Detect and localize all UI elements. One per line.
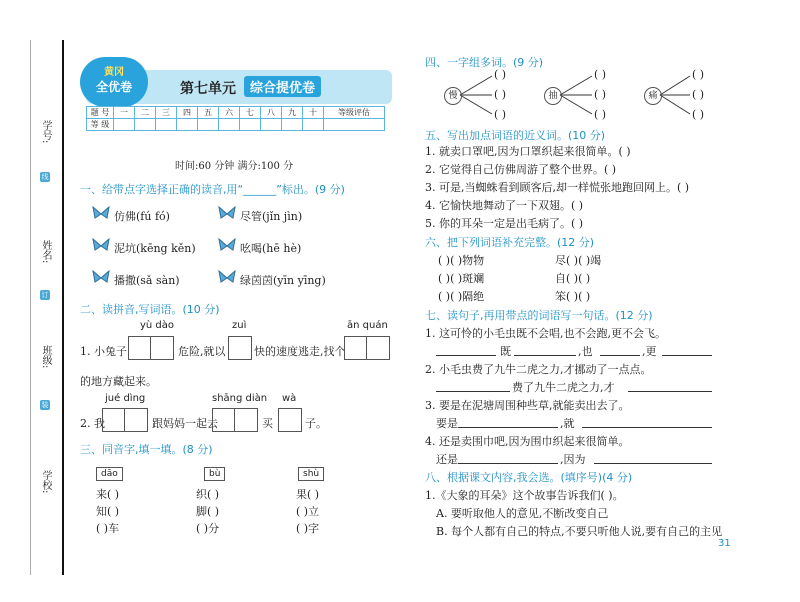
answer-line[interactable] xyxy=(436,391,510,392)
pinyin-tag: shù xyxy=(298,467,324,481)
sentence-text: 2. 我 xyxy=(80,417,105,430)
class-label: 班级: xyxy=(40,345,51,369)
writing-grid[interactable] xyxy=(212,408,258,432)
sentence-text: 既 xyxy=(500,345,511,358)
sentence-text: 的地方藏起来。 xyxy=(80,375,157,388)
butterfly-icon xyxy=(92,238,110,254)
pinyin: ān quán xyxy=(347,320,388,331)
page-number: 31 xyxy=(718,538,731,549)
sentence-text: 快的速度逃走,找个 xyxy=(254,345,346,358)
blank-item: 脚( ) xyxy=(196,505,220,518)
sentence-text: 4. 还是卖围巾吧,因为围巾织起来很简单。 xyxy=(425,435,630,448)
idiom-blank: ( )( )斑斓 xyxy=(438,272,485,285)
section-7-title: 七、读句子,再用带点的词语写一句话。(12 分) xyxy=(425,309,653,322)
section-8-title: 八、根据课文内容,我会选。(填序号)(4 分) xyxy=(425,471,633,484)
score-table: 题 号 一 二 三 四 五 六 七 八 九 十 等级评估 等 级 xyxy=(86,106,385,131)
sentence-text: ,就 xyxy=(560,417,575,430)
idiom-blank: ( )( )隔绝 xyxy=(438,290,485,303)
writing-grid[interactable] xyxy=(102,408,148,432)
writing-grid[interactable] xyxy=(128,336,174,360)
section-3-title: 三、同音字,填一填。(8 分) xyxy=(80,443,213,456)
section-2-title: 二、读拼音,写词语。(10 分) xyxy=(80,303,220,316)
unit-title: 第七单元 xyxy=(180,81,236,97)
question-item: 3. 可是,当蜘蛛看到顾客后,却一样慌张地跑回网上。( ) xyxy=(425,181,690,194)
idiom-blank: 尽( )( )竭 xyxy=(555,254,602,267)
answer-line[interactable] xyxy=(662,355,712,356)
butterfly-icon xyxy=(218,206,236,222)
butterfly-icon xyxy=(92,270,110,286)
option-item: 绿茵茵(yīn yīng) xyxy=(240,274,326,287)
choice-a: A. 要听取他人的意见,不断改变自己 xyxy=(436,507,609,520)
idiom-blank: 笨( )( ) xyxy=(555,290,591,303)
exam-title: 综合提优卷 xyxy=(244,76,321,97)
sentence-text: 子。 xyxy=(305,417,327,430)
butterfly-icon xyxy=(218,238,236,254)
sentence-text: 2. 小毛虫费了九牛二虎之力,才挪动了一点点。 xyxy=(425,363,652,376)
writing-grid[interactable] xyxy=(278,408,302,432)
answer-line[interactable] xyxy=(600,355,640,356)
sentence-text: ,也 xyxy=(578,345,593,358)
question-item: 4. 它愉快地舞动了一下双翅。( ) xyxy=(425,199,584,212)
student-number-label: 学号: xyxy=(40,120,51,144)
option-item: 泥坑(kēng kěn) xyxy=(114,242,196,255)
answer-line[interactable] xyxy=(436,355,496,356)
name-label: 姓名: xyxy=(40,240,51,264)
pinyin: wà xyxy=(282,393,297,404)
sentence-text: 3. 要是在泥塘周围种些草,就能卖出去了。 xyxy=(425,399,630,412)
section-5-title: 五、写出加点词语的近义词。(10 分) xyxy=(425,129,606,142)
question-item: 2. 它觉得自己仿佛周游了整个世界。( ) xyxy=(425,163,617,176)
sentence-text: 还是 xyxy=(436,453,458,466)
choice-b: B. 每个人都有自己的特点,不要只听他人说,要有自己的主见 xyxy=(436,525,723,538)
writing-grid[interactable] xyxy=(228,336,252,360)
sentence-text: ,因为 xyxy=(560,453,586,466)
blank-item: ( )分 xyxy=(196,522,220,535)
logo: 黄冈 全优卷 xyxy=(80,57,148,107)
sentence-text: 跟妈妈一起去 xyxy=(152,417,218,430)
idiom-blank: ( )( )物物 xyxy=(438,254,485,267)
sentence-text: ,更 xyxy=(642,345,657,358)
section-1-title: 一、给带点字选择正确的读音,用“______”标出。(9 分) xyxy=(80,183,345,196)
pinyin-tag: dāo xyxy=(96,467,123,481)
pinyin: zuì xyxy=(232,320,247,331)
blank-item: ( )字 xyxy=(296,522,320,535)
sentence-text: 1. 小兔子 xyxy=(80,345,127,358)
pinyin-tag: bù xyxy=(204,467,225,481)
section-4-title: 四、一字组多词。(9 分) xyxy=(425,56,544,69)
writing-grid[interactable] xyxy=(344,336,390,360)
option-item: 仿佛(fú fó) xyxy=(114,210,170,223)
blank-item: 知( ) xyxy=(96,505,120,518)
pinyin: shāng diàn xyxy=(212,393,268,404)
butterfly-icon xyxy=(218,270,236,286)
idiom-blank: 自( )( ) xyxy=(555,272,591,285)
section-6-title: 六、把下列词语补充完整。(12 分) xyxy=(425,236,595,249)
sentence-text: 买 xyxy=(262,417,273,430)
option-item: 吆喝(hē hè) xyxy=(240,242,302,255)
binding-line xyxy=(62,40,64,575)
question-item: 1.《大象的耳朵》这个故事告诉我们( )。 xyxy=(425,489,624,502)
question-item: 5. 你的耳朵一定是出毛病了。( ) xyxy=(425,217,584,230)
sentence-text: 危险,就以 xyxy=(178,345,226,358)
time-score-line: 时间:60 分钟 满分:100 分 xyxy=(175,161,294,172)
sentence-text: 1. 这可怜的小毛虫既不会唱,也不会跑,更不会飞。 xyxy=(425,327,666,340)
blank-item: ( )车 xyxy=(96,522,120,535)
pinyin: yù dào xyxy=(140,320,175,331)
answer-line[interactable] xyxy=(594,463,712,464)
school-label: 学校: xyxy=(40,470,51,494)
blank-item: 织( ) xyxy=(196,488,220,501)
sentence-text: 费了九牛二虎之力,才 xyxy=(512,381,615,394)
binding-mark: 订 xyxy=(41,291,49,299)
answer-line[interactable] xyxy=(458,463,558,464)
char-circle: 抽 xyxy=(544,87,562,105)
blank-item: 来( ) xyxy=(96,488,120,501)
binding-mark: 装 xyxy=(41,401,49,409)
answer-line[interactable] xyxy=(628,391,712,392)
pinyin: jué dìng xyxy=(105,393,146,404)
option-item: 尽管(jǐn jìn) xyxy=(240,210,303,223)
option-item: 播撒(sǎ sàn) xyxy=(114,274,180,287)
char-circle: 慢 xyxy=(444,87,462,105)
blank-item: ( )立 xyxy=(296,505,320,518)
butterfly-icon xyxy=(92,206,110,222)
char-circle: 痛 xyxy=(644,87,662,105)
answer-line[interactable] xyxy=(582,427,712,428)
answer-line[interactable] xyxy=(458,427,558,428)
cut-line xyxy=(30,40,31,575)
blank-item: 果( ) xyxy=(296,488,320,501)
binding-mark: 线 xyxy=(41,173,49,181)
question-item: 1. 就卖口罩吧,因为口罩织起来很简单。( ) xyxy=(425,145,631,158)
sentence-text: 要是 xyxy=(436,417,458,430)
answer-line[interactable] xyxy=(514,355,576,356)
